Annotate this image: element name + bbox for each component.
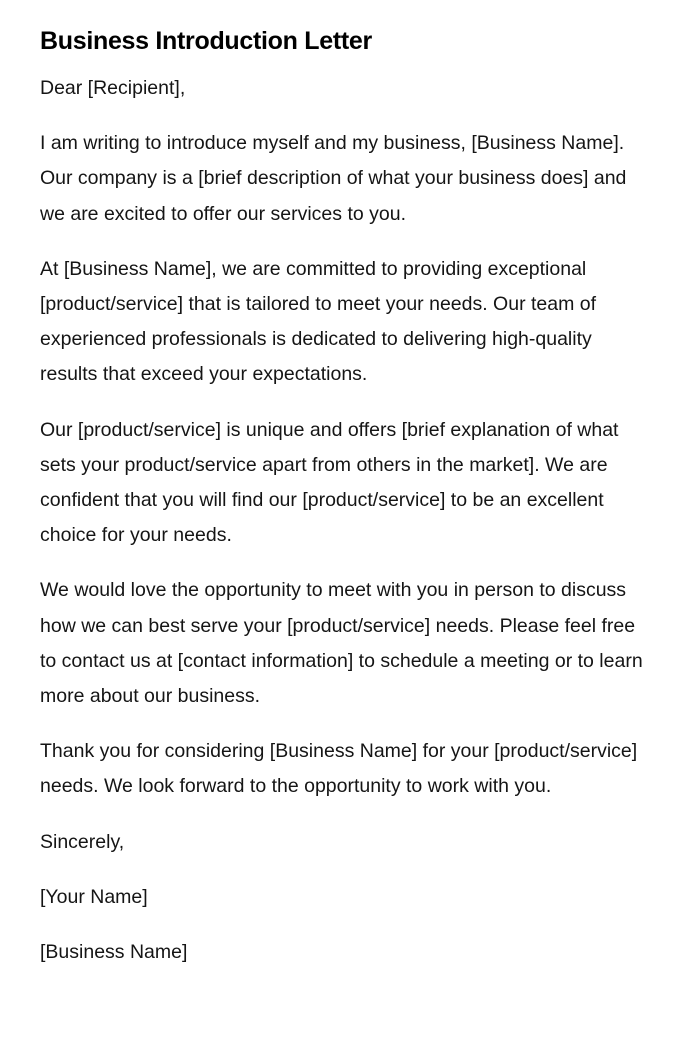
letter-closing: Sincerely, bbox=[40, 830, 125, 853]
letter-title: Business Introduction Letter bbox=[40, 27, 372, 55]
letter-paragraph-intro: I am writing to introduce myself and my business, [Business Name]. Our company is a [brief description of what your business does] and we are excited to offer our services to you. bbox=[40, 132, 627, 225]
letter-paragraph-thanks: Thank you for considering [Business Name] for your [product/service] needs. We look forward to the opportunity to work with you. bbox=[40, 740, 638, 798]
letter-paragraph-commitment: At [Business Name], we are committed to providing exceptional [product/service] that is tailored to meet your needs. Our team of experienced professionals is dedicated to delivering high-quality results that exceed your expectations. bbox=[40, 257, 597, 386]
signature-name: [Your Name] bbox=[40, 885, 148, 908]
letter-paragraph-uniqueness: Our [product/service] is unique and offers [brief explanation of what sets your product/service apart from others in the market]. We are confident that you will find our [product/service] to be an excellent choice for your needs. bbox=[40, 418, 619, 547]
signature-business: [Business Name] bbox=[40, 940, 188, 963]
letter-salutation: Dear [Recipient], bbox=[40, 77, 186, 99]
letter-paragraph-meeting: We would love the opportunity to meet with you in person to discuss how we can best serve your [product/service] needs. Please feel free to contact us at [contact information] to schedule a meeting or to learn more about our business. bbox=[40, 579, 643, 708]
